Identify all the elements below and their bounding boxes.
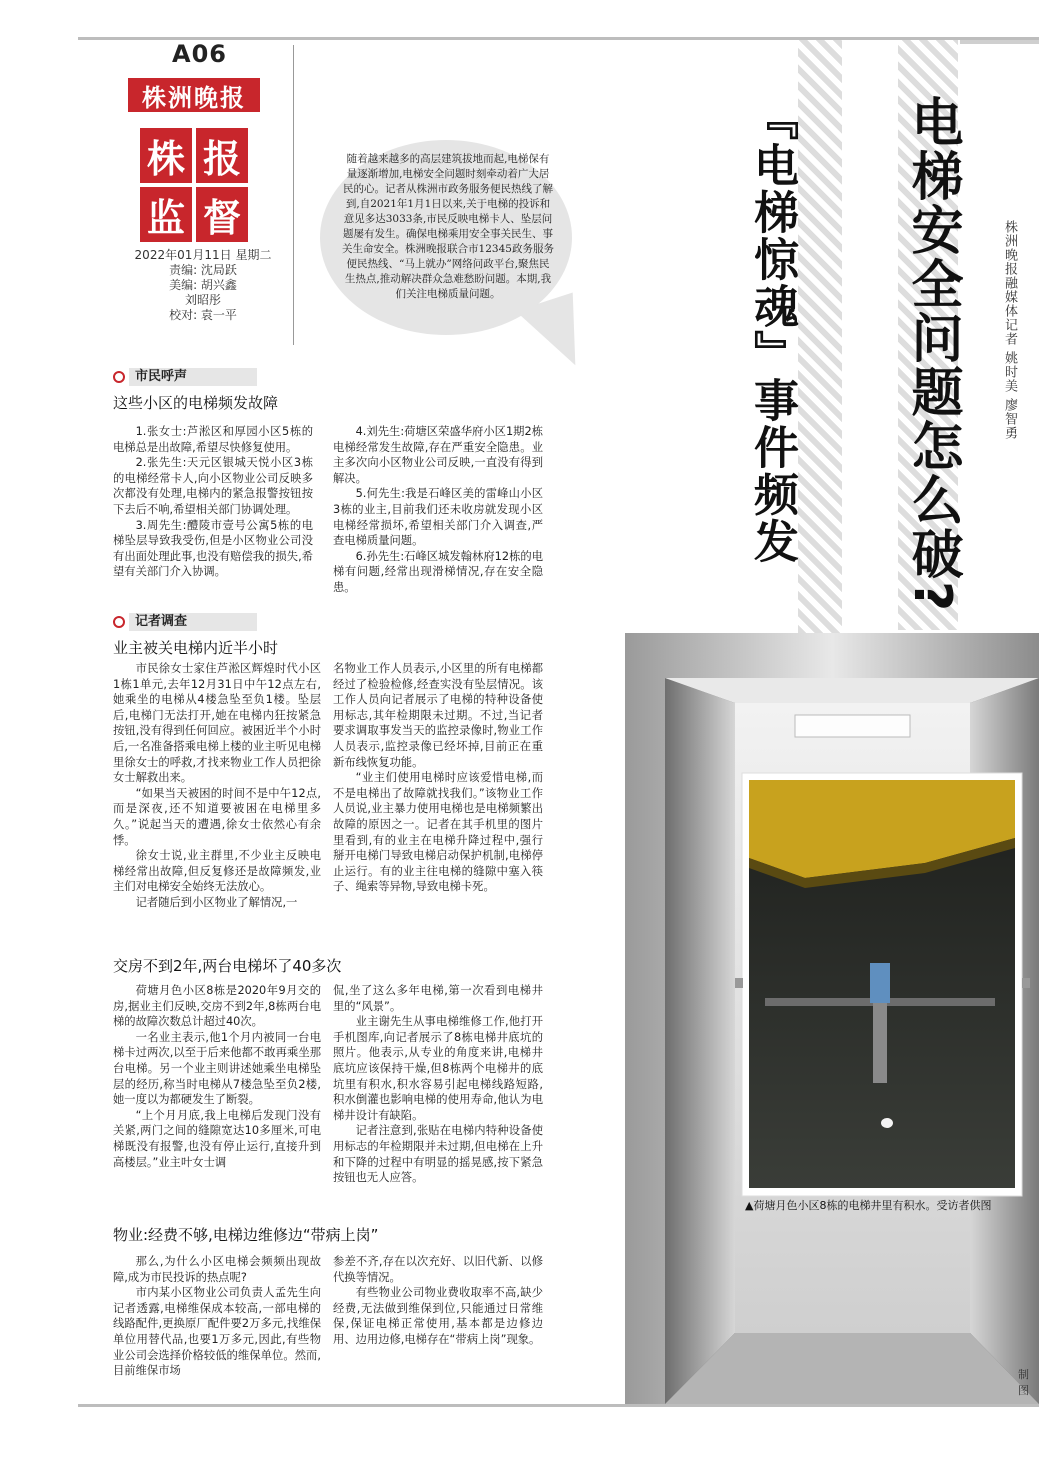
header-divider bbox=[293, 45, 294, 345]
section-heading: 业主被关电梯内近半小时 bbox=[113, 639, 279, 657]
seal-char: 督 bbox=[196, 187, 248, 242]
paragraph: 2.张先生:天元区银城天悦小区3栋的电梯经常卡人,向小区物业公司反映多次都没有处理,电梯内的紧急报警按钮按下去后不响,希望相关部门协调处理。 bbox=[113, 456, 313, 516]
article-column bbox=[333, 424, 543, 596]
article-column bbox=[113, 661, 321, 911]
seal-char: 株 bbox=[140, 128, 192, 183]
paragraph: 侃,坐了这么多年电梯,第一次看到电梯井里的“风景”。 bbox=[333, 984, 543, 1013]
article-column bbox=[333, 661, 543, 895]
paragraph: 徐女士说,业主群里,不少业主反映电梯经常出故障,但反复修还是故障频发,业主们对电梯安全始终无法放心。 bbox=[113, 849, 321, 894]
section-heading: 这些小区的电梯频发故障 bbox=[113, 394, 279, 412]
section-heading: 交房不到2年,两台电梯坏了40多次 bbox=[113, 957, 342, 975]
edition-meta bbox=[128, 248, 278, 323]
paragraph: 5.何先生:我是石峰区美的雷峰山小区3栋的业主,目前我们还未收房就发现小区电梯经常损坏,希望相关部门介入调查,严查电梯质量问题。 bbox=[333, 487, 543, 548]
art-editor-2: 刘昭彤 bbox=[184, 293, 221, 307]
top-rule-accent bbox=[960, 40, 1039, 44]
elevator-illustration bbox=[625, 633, 1039, 1404]
paragraph: “业主们使用电梯时应该爱惜电梯,而不是电梯出了故障就找我们。”该物业工作人员说,业主暴力使用电梯也是电梯频繁出故障的原因之一。记者在其手机里的图片里看到,有的业主在电梯升降过程中,强行掰开电梯门导致电梯启动保护机制,电梯停止运行。有的业主往电梯的缝隙中塞入筷子、绳索等异物,导致电梯卡死。 bbox=[333, 771, 543, 894]
paragraph: 6.孙先生:石峰区城发翰林府12栋的电梯有问题,经常出现滑梯情况,存在安全隐患。 bbox=[333, 549, 543, 594]
bottom-rule bbox=[78, 1404, 1039, 1407]
paragraph: 业主谢先生从事电梯维修工作,他打开手机图库,向记者展示了8栋电梯井底坑的照片。他表示,从专业的角度来讲,电梯井底坑应该保持干燥,但8栋两个电梯井的底坑里有积水,积水容易引起电梯线路短路,积水倒灌也影响电梯的使用寿命,他认为电梯井设计有缺陷。 bbox=[333, 1015, 543, 1122]
intro-text: 随着越来越多的高层建筑拔地而起,电梯保有量逐渐增加,电梯安全问题时刻牵动着广大居民的心。记者从株洲市政务服务便民热线了解到,自2021年1月1日以来,关于电梯的投诉和意见多达3033条,市民反映电梯卡人、坠层问题屡有发生。确保电梯乘用安全事关民生、事关生命安全。株洲晚报联合市12345政务服务便民热线、“马上就办”网络问政平台,聚焦民生热点,推动解决群众急难愁盼问题。本期,我们关注电梯质量问题。 bbox=[342, 153, 554, 300]
paragraph: 记者随后到小区物业了解情况,一 bbox=[135, 895, 298, 909]
article-column bbox=[113, 983, 321, 1170]
masthead-logo: 株洲晚报 bbox=[128, 78, 260, 112]
main-headline: 电梯安全问题怎么破? bbox=[902, 95, 962, 614]
paragraph: 那么,为什么小区电梯会频频出现故障,成为市民投诉的热点呢? bbox=[113, 1255, 321, 1284]
section-heading: 物业:经费不够,电梯边维修边“带病上岗” bbox=[113, 1226, 379, 1244]
sub-headline: 『电梯惊魂』事件频发 bbox=[746, 95, 799, 565]
paragraph: “如果当天被困的时间不是中午12点,而是深夜,还不知道要被困在电梯里多久。”说起当天的遭遇,徐女士依然心有余悸。 bbox=[113, 786, 321, 847]
paragraph: 市民徐女士家住芦淞区辉煌时代小区1栋1单元,去年12月31日中午12点左右,她乘坐的电梯从4楼急坠至负1楼。坠层后,电梯门无法打开,她在电梯内狂按紧急按钮,没有得到任何回应。被困近半个小时后,一名准备搭乘电梯上楼的业主听见电梯里徐女士的呼救,才找来物业工作人员把徐女士解救出来。 bbox=[113, 662, 321, 785]
graphic-credit: 制图 bbox=[1018, 1368, 1029, 1397]
paragraph: 参差不齐,存在以次充好、以旧代新、以修代换等情况。 bbox=[333, 1255, 543, 1284]
paragraph: “上个月月底,我上电梯后发现门没有关紧,两门之间的缝隙宽达10多厘米,可电梯既没有报警,也没有停止运行,直接升到高楼层。”业主叶女士调 bbox=[113, 1108, 321, 1169]
paragraph: 3.周先生:醴陵市壹号公寓5栋的电梯坠层导致我受伤,但是小区物业公司没有出面处理此事,也没有赔偿我的损失,希望有关部门介入协调。 bbox=[113, 518, 313, 579]
editor: 责编: 沈局跃 bbox=[169, 263, 237, 277]
paragraph: 有些物业公司物业费收取率不高,缺少经费,无法做到维保到位,只能通过日常维保,保证电梯正常使用,基本都是边修边用、边用边修,电梯存在“带病上岗”现象。 bbox=[333, 1286, 543, 1346]
article-column bbox=[333, 1254, 543, 1348]
proofreader: 校对: 袁一平 bbox=[169, 308, 237, 322]
article-column bbox=[113, 1254, 321, 1379]
article-column bbox=[333, 983, 543, 1186]
seal-char: 监 bbox=[140, 187, 192, 242]
seal-char: 报 bbox=[196, 128, 248, 183]
paragraph: 1.张女士:芦淞区和厚园小区5栋的电梯总是出故障,希望尽快修复使用。 bbox=[113, 425, 313, 454]
issue-date: 2022年01月11日 星期二 bbox=[134, 248, 272, 262]
paragraph: 荷塘月色小区8栋是2020年9月交的房,据业主们反映,交房不到2年,8栋两台电梯的故障次数总计超过40次。 bbox=[113, 984, 321, 1029]
page-number: A06 bbox=[172, 40, 227, 68]
paragraph: 名物业工作人员表示,小区里的所有电梯都经过了检验检修,经查实没有坠层情况。该工作人员向记者展示了电梯的特种设备使用标志,其年检期限未过期。不过,当记者要求调取事发当天的监控录像时,物业工作人员表示,监控录像已经坏掉,目前正在重新布线恢复功能。 bbox=[333, 662, 543, 769]
photo-caption: ▲荷塘月色小区8栋的电梯井里有积水。受访者供图 bbox=[745, 1199, 992, 1212]
section-label-reporter bbox=[113, 613, 257, 631]
byline: 株洲晚报融媒体记者 姚时美 廖智勇 bbox=[1002, 220, 1017, 441]
article-column bbox=[113, 424, 313, 580]
section-label-text: 记者调查 bbox=[129, 613, 257, 631]
section-label-text: 市民呼声 bbox=[129, 368, 257, 386]
bullet-icon bbox=[113, 371, 125, 383]
section-label-citizen bbox=[113, 368, 257, 386]
paragraph: 记者注意到,张贴在电梯内特种设备使用标志的年检期限并未过期,但电梯在上升和下降的过程中有明显的摇晃感,按下紧急按钮也无人应答。 bbox=[333, 1124, 543, 1185]
bullet-icon bbox=[113, 616, 125, 628]
seal-logo bbox=[140, 128, 248, 240]
art-editor: 美编: 胡兴鑫 bbox=[169, 278, 237, 292]
paragraph: 市内某小区物业公司负责人孟先生向记者透露,电梯维保成本较高,一部电梯的线路配件,更换原厂配件要2万多元,找维保单位用替代品,也要1万多元,因此,有些物业公司会选择价格较低的维保单位。然而,目前维保市场 bbox=[113, 1286, 321, 1378]
paragraph: 一名业主表示,他1个月内被同一台电梯卡过两次,以至于后来他都不敢再乘坐那台电梯。另一个业主则讲述她乘坐电梯坠层的经历,称当时电梯从7楼急坠至负2楼,她一度以为都硬发生了断裂。 bbox=[113, 1030, 321, 1107]
paragraph: 4.刘先生:荷塘区荣盛华府小区1期2栋电梯经常发生故障,存在严重安全隐患。业主多次向小区物业公司反映,一直没有得到解决。 bbox=[333, 425, 543, 485]
